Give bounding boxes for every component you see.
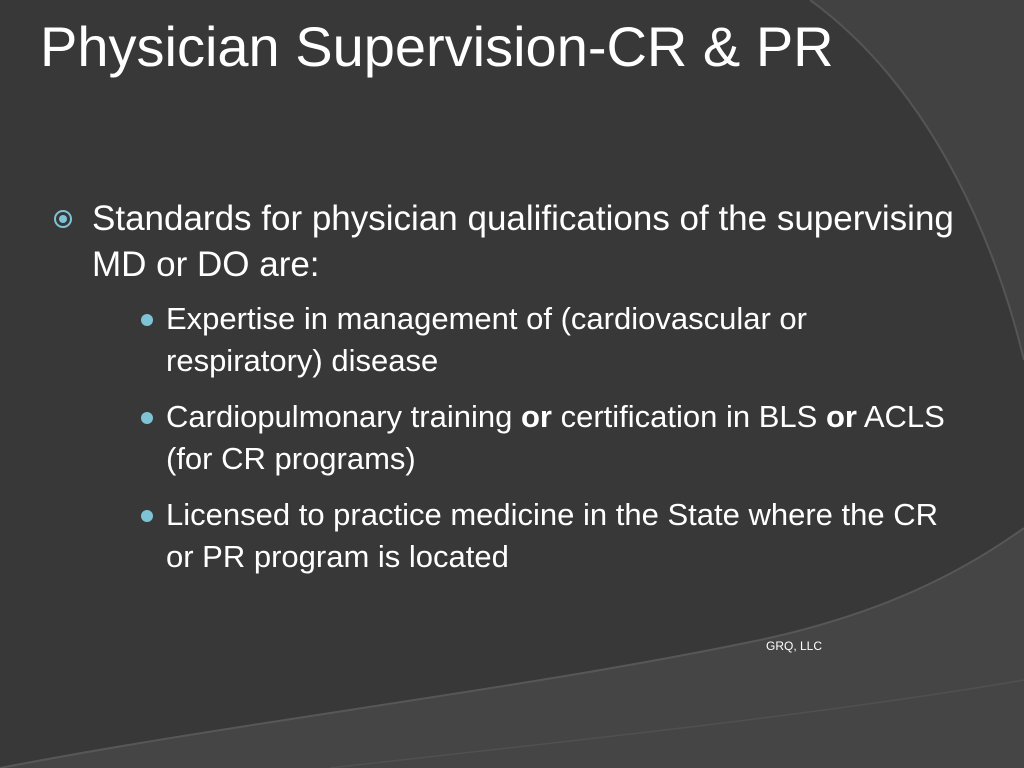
slide-title: Physician Supervision-CR & PR — [40, 15, 834, 78]
sub-bullet-text-part: certification in BLS — [551, 399, 826, 434]
main-bullet-text: Standards for physician qualifications of the supervising MD or DO are: — [92, 199, 954, 284]
footer-text: GRQ, LLC — [766, 639, 823, 653]
filled-circle-icon — [141, 314, 153, 326]
slide-body — [52, 196, 972, 592]
filled-circle-icon — [141, 412, 153, 424]
sub-bullet-list — [92, 298, 972, 578]
circled-dot-icon — [52, 208, 74, 230]
sub-bullet-item — [92, 494, 972, 578]
sub-bullet-text: Licensed to practice medicine in the State where the CR or PR program is located — [166, 497, 938, 574]
sub-bullet-text: Expertise in management of (cardiovascular or respiratory) disease — [166, 301, 807, 378]
sub-bullet-item — [92, 298, 972, 382]
emphasis-or: or — [825, 399, 857, 434]
main-bullet-item — [52, 196, 972, 578]
sub-bullet-item — [92, 396, 972, 480]
emphasis-or: or — [520, 399, 552, 434]
filled-circle-icon — [141, 510, 153, 522]
sub-bullet-text-part: ACLS (for CR programs) — [166, 399, 945, 476]
sub-bullet-text-part: Cardiopulmonary training — [166, 399, 521, 434]
